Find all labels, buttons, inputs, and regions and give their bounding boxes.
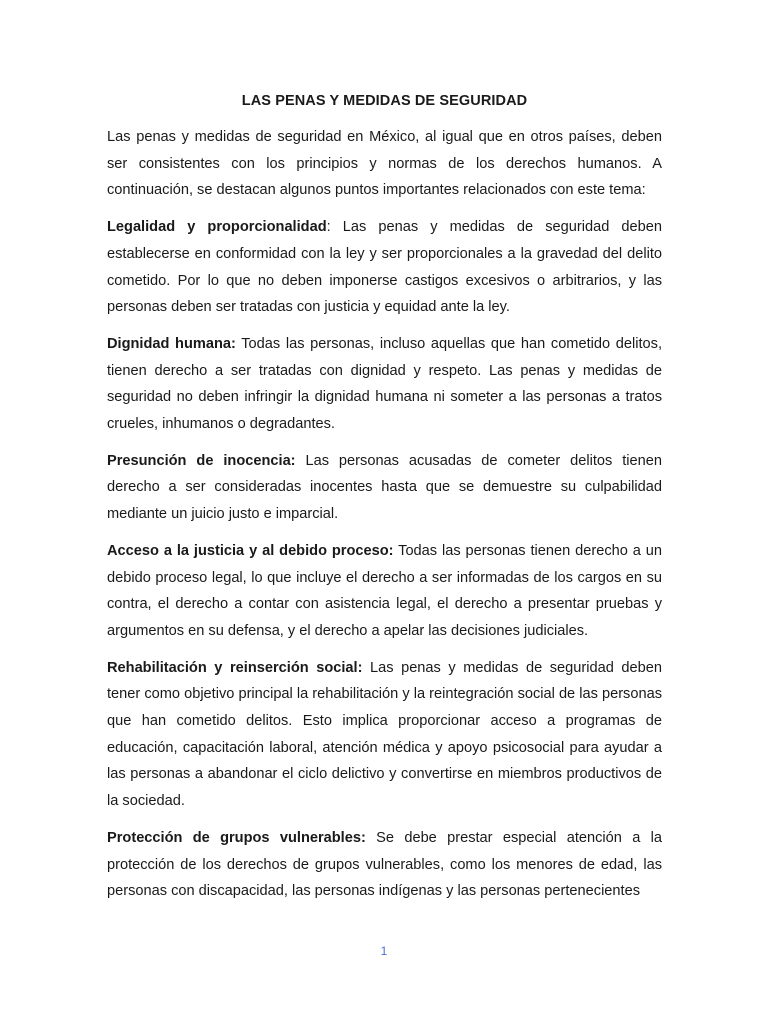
- section-heading: Dignidad humana:: [107, 335, 236, 352]
- section-heading: Presunción de inocencia:: [107, 452, 296, 469]
- section-dignidad: [107, 331, 662, 438]
- section-rehabilitacion: [107, 655, 662, 815]
- section-acceso-justicia: [107, 538, 662, 645]
- section-legalidad: [107, 214, 662, 321]
- document-body: [107, 124, 662, 915]
- document-title: LAS PENAS Y MEDIDAS DE SEGURIDAD: [241, 93, 528, 109]
- section-heading: Protección de grupos vulnerables:: [107, 829, 366, 846]
- section-presuncion: [107, 448, 662, 528]
- section-text: Todas las personas tienen derecho a un debido proceso legal, lo que incluye el derecho a ser informadas de los cargos en su contra, el derecho a contar con asistencia legal, el derecho a presentar pruebas y argumentos en su defensa, y el derecho a apelar las decisiones judiciales.: [107, 542, 662, 639]
- section-heading: Legalidad y proporcionalidad: [107, 219, 327, 236]
- section-heading: Rehabilitación y reinserción social:: [107, 659, 363, 676]
- section-text: Se debe prestar especial atención a la protección de los derechos de grupos vulnerables, como los menores de edad, las personas con discapacidad, las personas indígenas y las personas pertenecientes: [107, 829, 663, 900]
- section-text: : Las penas y medidas de seguridad deben establecerse en conformidad con la ley y ser proporcionales a la gravedad del delito cometido. Por lo que no deben imponerse castigos excesivos o arbitrarios, y las personas deben ser tratadas con justicia y equidad ante la ley.: [107, 219, 662, 316]
- section-text: Todas las personas, incluso aquellas que han cometido delitos, tienen derecho a ser tratadas con dignidad y respeto. Las penas y medidas de seguridad no deben infringir la dignidad humana ni someter a las personas a tratos crueles, inhumanos o degradantes.: [107, 335, 662, 433]
- section-grupos-vulnerables: [107, 825, 662, 905]
- intro-paragraph: Las penas y medidas de seguridad en México, al igual que en otros países, deben ser consistentes con los principios y normas de los derechos humanos. A continuación, se destacan algunos puntos importantes relacionados con este tema:: [107, 129, 662, 199]
- section-text: Las personas acusadas de cometer delitos tienen derecho a ser consideradas inocentes hasta que se demuestre su culpabilidad mediante un juicio justo e imparcial.: [107, 452, 662, 523]
- section-text: Las penas y medidas de seguridad deben tener como objetivo principal la rehabilitación y la reintegración social de las personas que han cometido delitos. Esto implica proporcionar acceso a programas de educación, capacitación laboral, atención médica y apoyo psicosocial para ayudar a las personas a abandonar el ciclo delictivo y convertirse en miembros productivos de la sociedad.: [107, 659, 662, 810]
- section-heading: Acceso a la justicia y al debido proceso:: [107, 542, 394, 559]
- page-number: 1: [380, 944, 388, 958]
